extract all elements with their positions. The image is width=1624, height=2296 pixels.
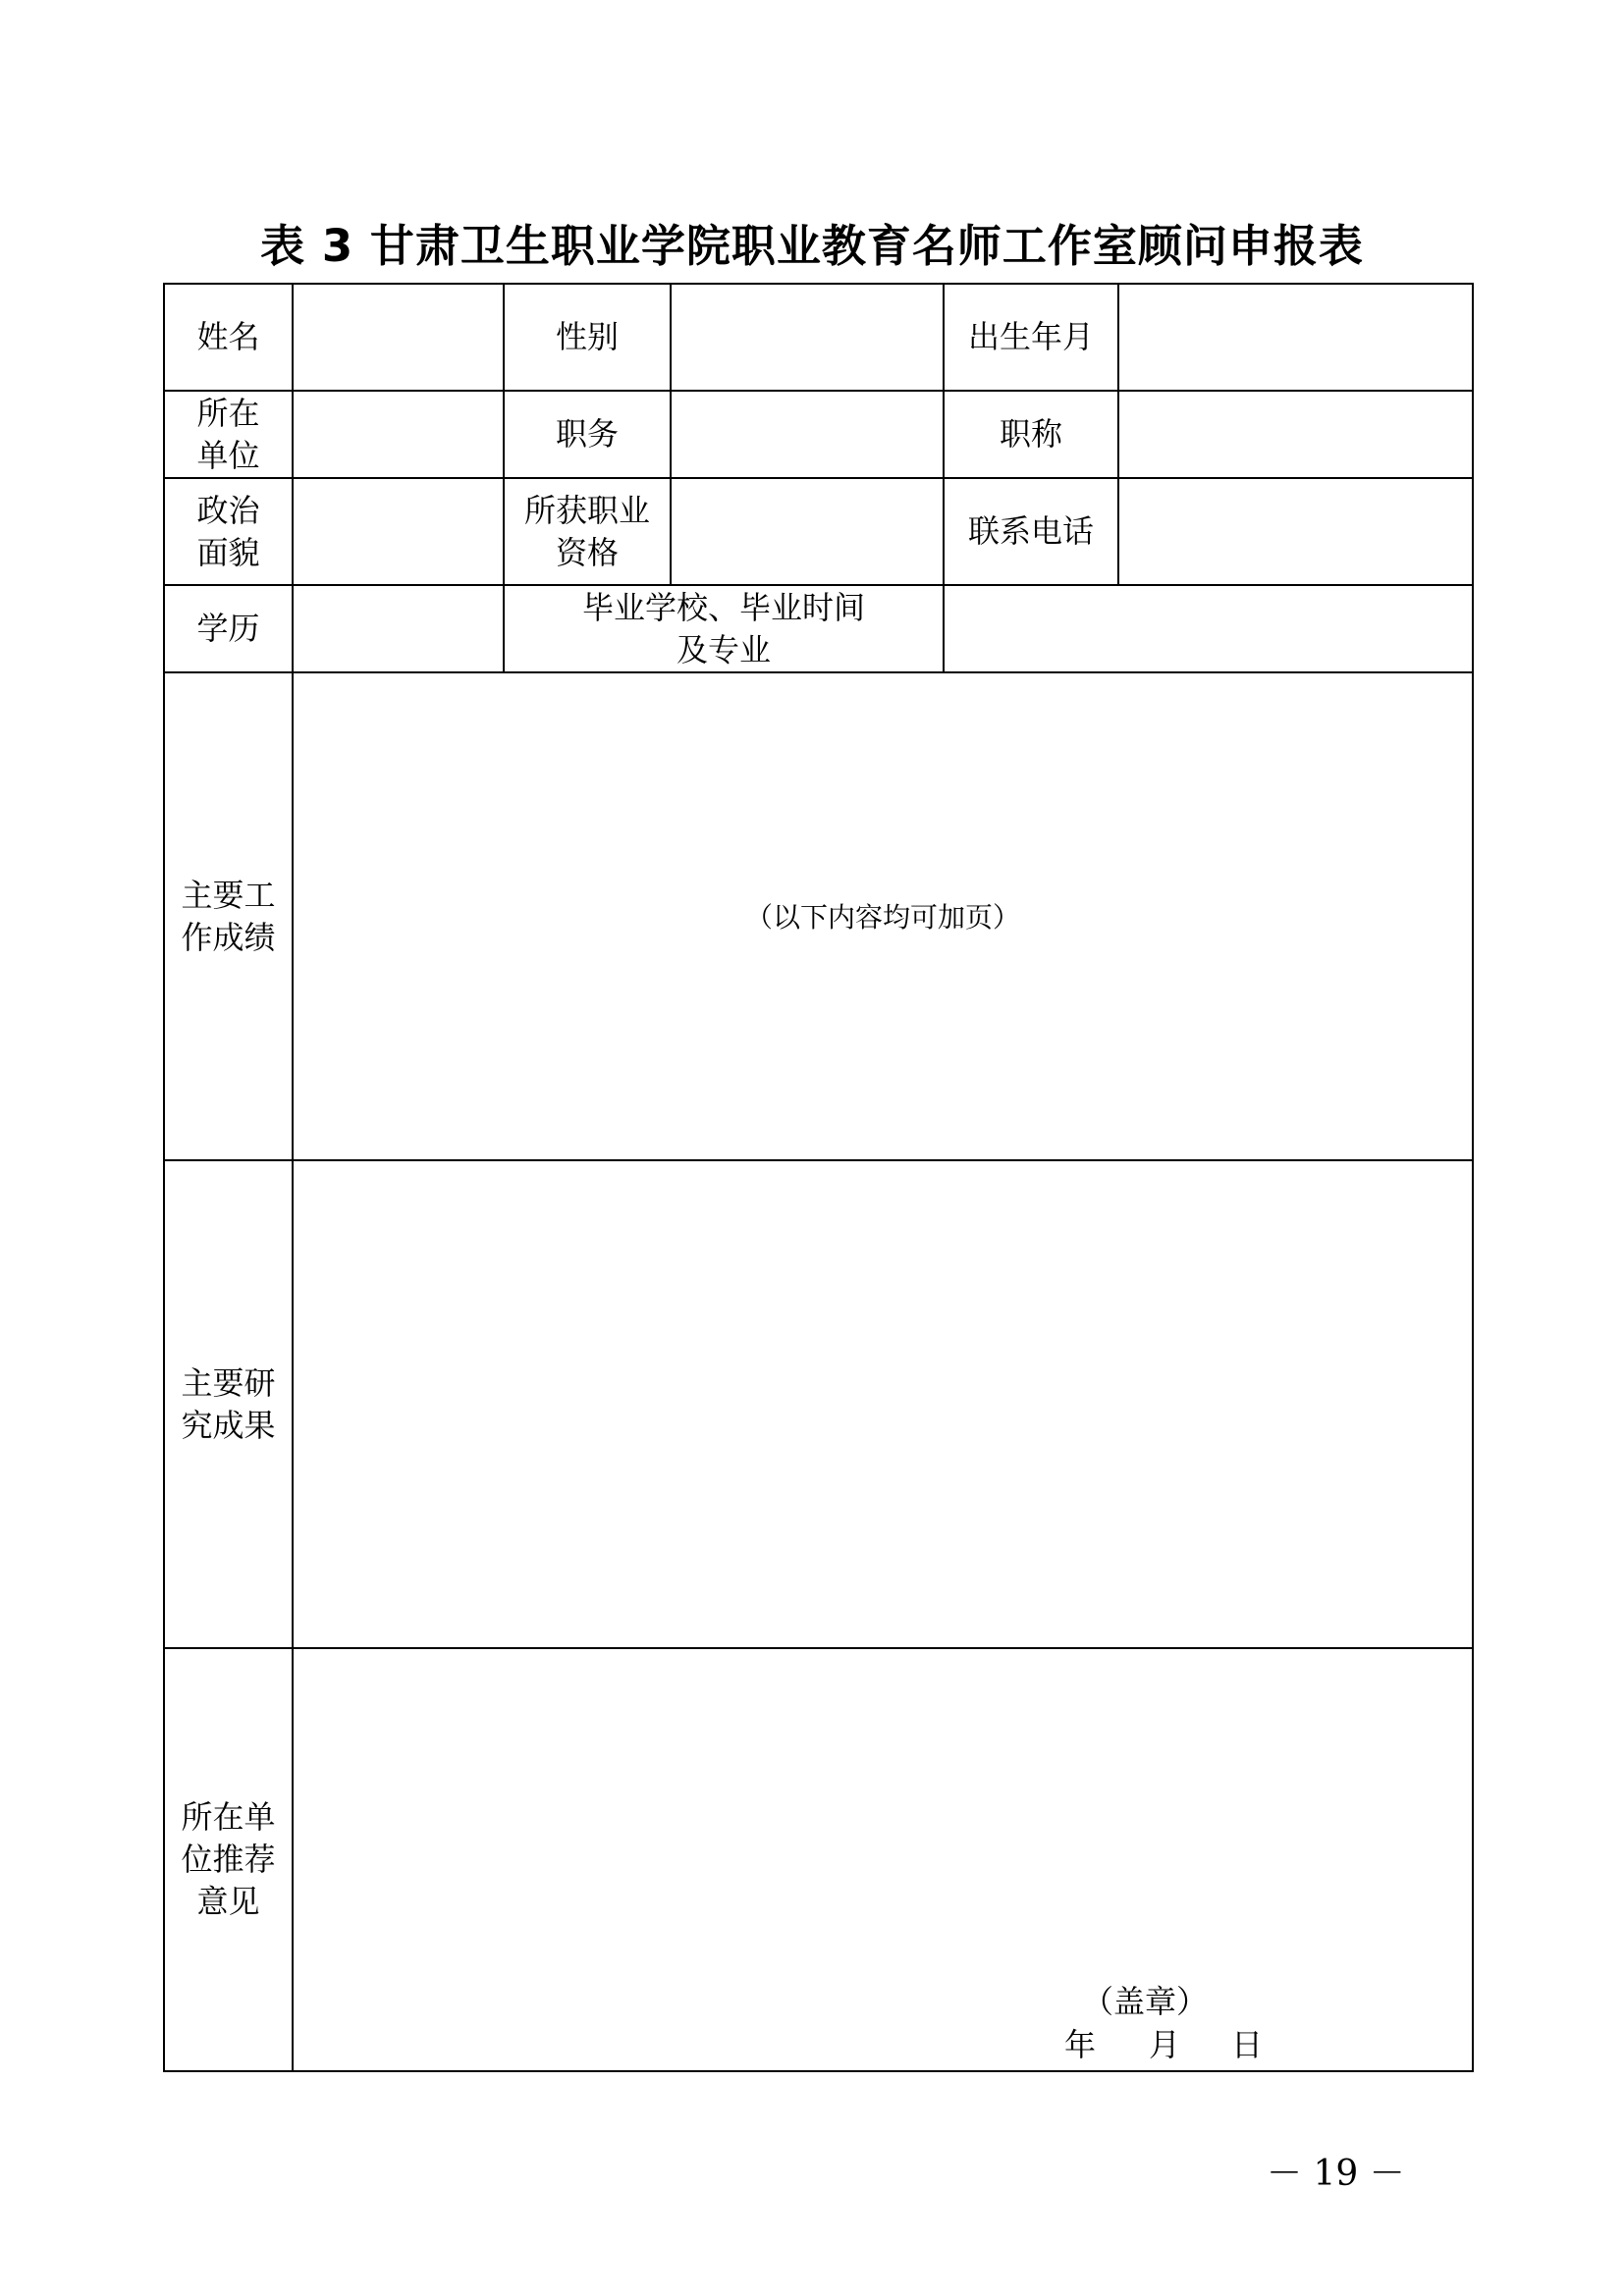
research-label: 主要研 究成果	[164, 1160, 293, 1648]
form-row-political-info	[164, 478, 1473, 585]
position-field[interactable]	[671, 391, 944, 478]
position-label: 职务	[504, 391, 671, 478]
name-field[interactable]	[293, 284, 504, 391]
birth-date-label: 出生年月	[944, 284, 1118, 391]
recommendation-label: 所在单 位推荐 意见	[164, 1648, 293, 2071]
political-status-field[interactable]	[293, 478, 504, 585]
page-number: － 19 －	[1267, 2154, 1405, 2194]
year-text: 年	[1064, 2026, 1097, 2063]
form-row-education	[164, 585, 1473, 672]
qualification-field[interactable]	[671, 478, 944, 585]
school-info-field[interactable]	[944, 585, 1473, 672]
month-text: 月	[1149, 2026, 1181, 2063]
education-field[interactable]	[293, 585, 504, 672]
stamp-text: （盖章）	[1082, 1983, 1209, 2020]
phone-label: 联系电话	[944, 478, 1118, 585]
birth-date-field[interactable]	[1118, 284, 1473, 391]
stamp-line	[294, 1981, 1472, 2023]
form-row-basic-info	[164, 284, 1473, 391]
achievements-field[interactable]	[293, 672, 1473, 1160]
qualification-label: 所获职业 资格	[504, 478, 671, 585]
form-row-unit-info	[164, 391, 1473, 478]
recommendation-field[interactable]	[293, 1648, 1473, 2071]
political-status-label: 政治 面貌	[164, 478, 293, 585]
professional-title-label: 职称	[944, 391, 1118, 478]
application-form-table	[163, 283, 1474, 2072]
page-title: 表 3 甘肃卫生职业学院职业教育名师工作室顾问申报表	[260, 220, 1364, 272]
phone-field[interactable]	[1118, 478, 1473, 585]
achievements-label: 主要工 作成绩	[164, 672, 293, 1160]
name-label: 姓名	[164, 284, 293, 391]
form-row-achievements	[164, 672, 1473, 1160]
form-row-recommendation	[164, 1648, 1473, 2071]
add-pages-note: （以下内容均可加页）	[744, 900, 1020, 934]
unit-field[interactable]	[293, 391, 504, 478]
gender-label: 性别	[504, 284, 671, 391]
gender-field[interactable]	[671, 284, 944, 391]
day-text: 日	[1231, 2026, 1264, 2063]
research-field[interactable]	[293, 1160, 1473, 1648]
education-label: 学历	[164, 585, 293, 672]
form-row-research	[164, 1160, 1473, 1648]
professional-title-field[interactable]	[1118, 391, 1473, 478]
school-info-label: 毕业学校、毕业时间 及专业	[504, 585, 944, 672]
date-line	[294, 2024, 1472, 2066]
unit-label: 所在 单位	[164, 391, 293, 478]
